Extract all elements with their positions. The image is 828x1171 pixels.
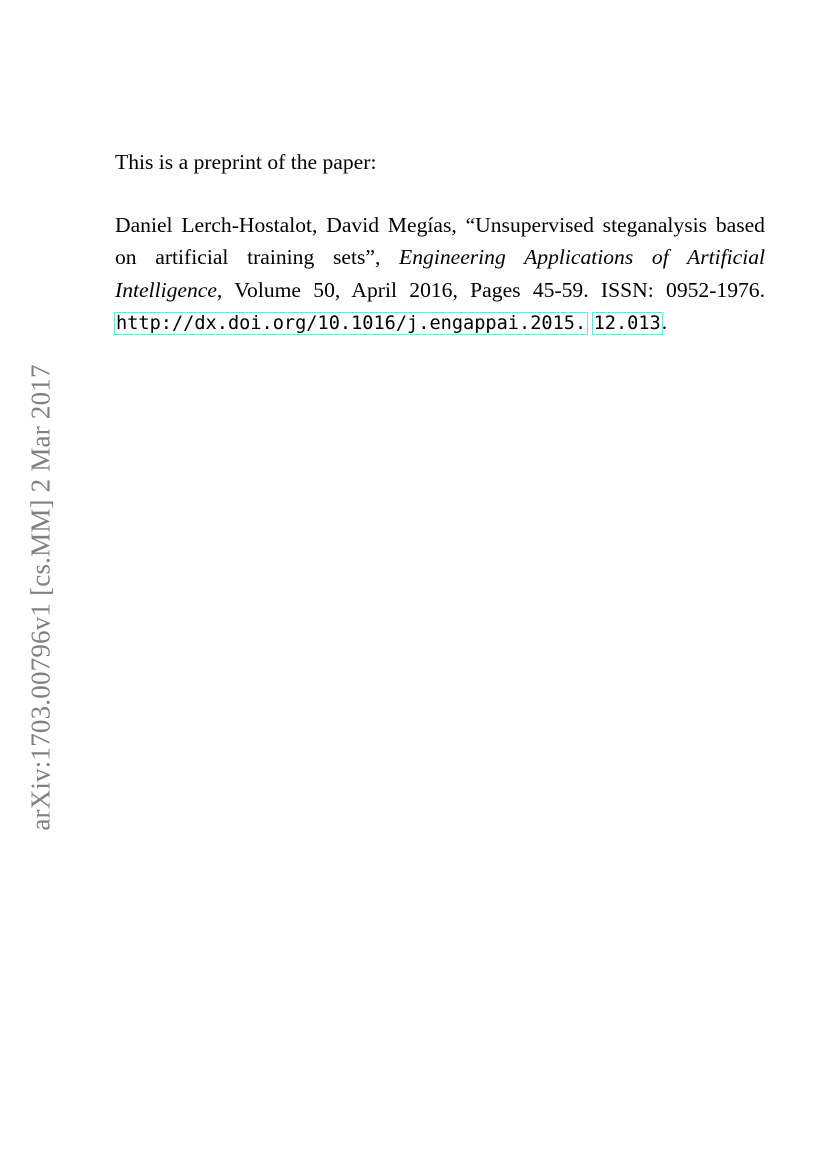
citation-details: , Volume 50, April 2016, Pages 45-59. ISSN: 0952-1976. (216, 277, 765, 302)
doi-link-part-1[interactable]: http://dx.doi.org/10.1016/j.engappai.2015. (116, 313, 587, 334)
arxiv-identifier-text: arXiv:1703.00796v1 [cs.MM] 2 Mar 2017 (25, 363, 56, 831)
citation-paragraph: Daniel Lerch-Hostalot, David Megías, “Unsupervised steganalysis based on artificial training sets”, Engineering Applications of Artificial Intelligence, Volume 50, April 2016, Pages 45-59. ISSN: 0952-1976. http://dx.doi.org/10.1016/j.engappai.2015. 12.013. (115, 212, 765, 334)
citation-end-period: . (661, 310, 668, 334)
citation-authors: Daniel Lerch-Hostalot, David Megías, (115, 212, 466, 237)
citation-title: “Unsupervised steganalysis based on artificial training sets” (115, 212, 765, 269)
arxiv-identifier-stamp (20, 352, 62, 842)
citation-journal: Engineering Applications of Artificial Intelligence (115, 245, 765, 302)
page-content (115, 146, 765, 341)
preprint-notice: This is a preprint of the paper: (115, 150, 377, 174)
doi-link-part-2[interactable]: 12.013 (593, 313, 661, 334)
